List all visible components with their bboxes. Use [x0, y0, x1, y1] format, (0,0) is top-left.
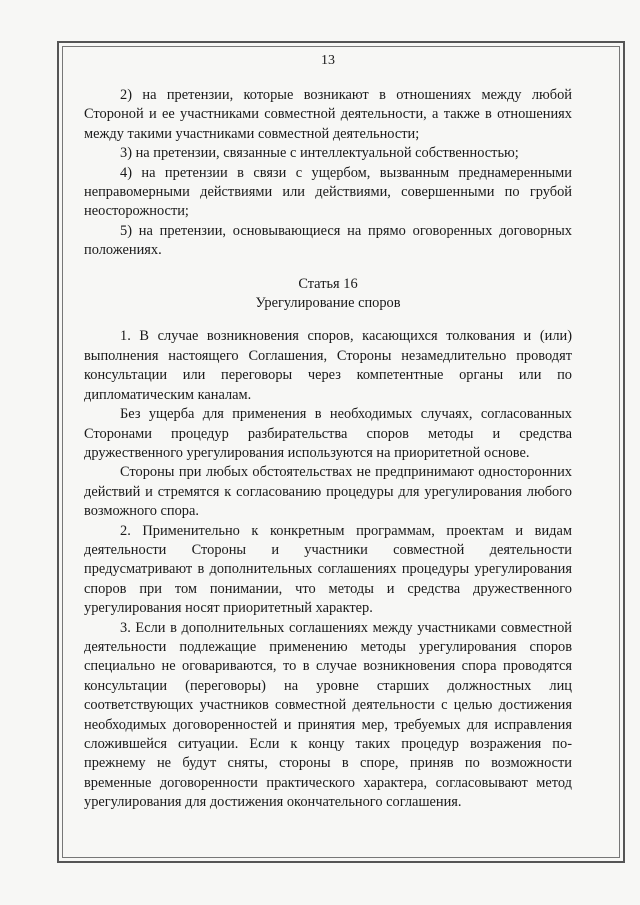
- article-number: Статья 16: [298, 275, 358, 292]
- list-item: 3) на претензии, связанные с интеллектуальной собственностью;: [120, 145, 519, 162]
- document-body: [84, 52, 572, 813]
- article-title: Урегулирование споров: [255, 295, 401, 312]
- paragraph: Стороны при любых обстоятельствах не предпринимают односторонних действий и стремятся к согласованию процедуры для урегулирования любого возможного спора.: [84, 464, 572, 520]
- page-number: 13: [321, 53, 335, 68]
- list-item: 5) на претензии, основывающиеся на прямо оговоренных договорных положениях.: [84, 222, 572, 259]
- list-item: 2) на претензии, которые возникают в отношениях между любой Стороной и ее участниками совместной деятельности, а также в отношениях между такими участниками совместной деятельности;: [84, 87, 572, 142]
- list-item: 4) на претензии в связи с ущербом, вызванным преднамеренными неправомерными действиями или действиями, совершенными по грубой неосторожности;: [84, 164, 572, 220]
- paragraph: Без ущерба для применения в необходимых случаях, согласованных Сторонами процедур разбирательства споров методы и средства дружественного урегулирования используются на приоритетной основе.: [84, 406, 572, 461]
- paragraph: 2. Применительно к конкретным программам, проектам и видам деятельности Стороны и участники совместной деятельности предусматривают в дополнительных соглашениях процедуры урегулирования споров при том понимании, что методы и средства дружественного урегулирования носят приоритетный характер.: [84, 522, 572, 617]
- paragraph: 3. Если в дополнительных соглашениях между участниками совместной деятельности подлежащие применению методы урегулирования споров специально не оговариваются, то в случае возникновения спора проводятся консультации (переговоры) на уровне старших должностных лиц соответствующих участников совместной деятельности с целью достижения необходимых договоренностей и принятия мер, требуемых для исправления сложившейся ситуации. Если к концу таких процедур возражения по-прежнему не будут сняты, стороны в споре, приняв по возможности временные договоренности практического характера, согласовывают метод урегулирования для достижения окончательного соглашения.: [84, 619, 572, 811]
- paragraph: 1. В случае возникновения споров, касающихся толкования и (или) выполнения настоящего Соглашения, Стороны незамедлительно проводят консультации или переговоры через компетентные органы или по дипломатическим каналам.: [84, 328, 572, 403]
